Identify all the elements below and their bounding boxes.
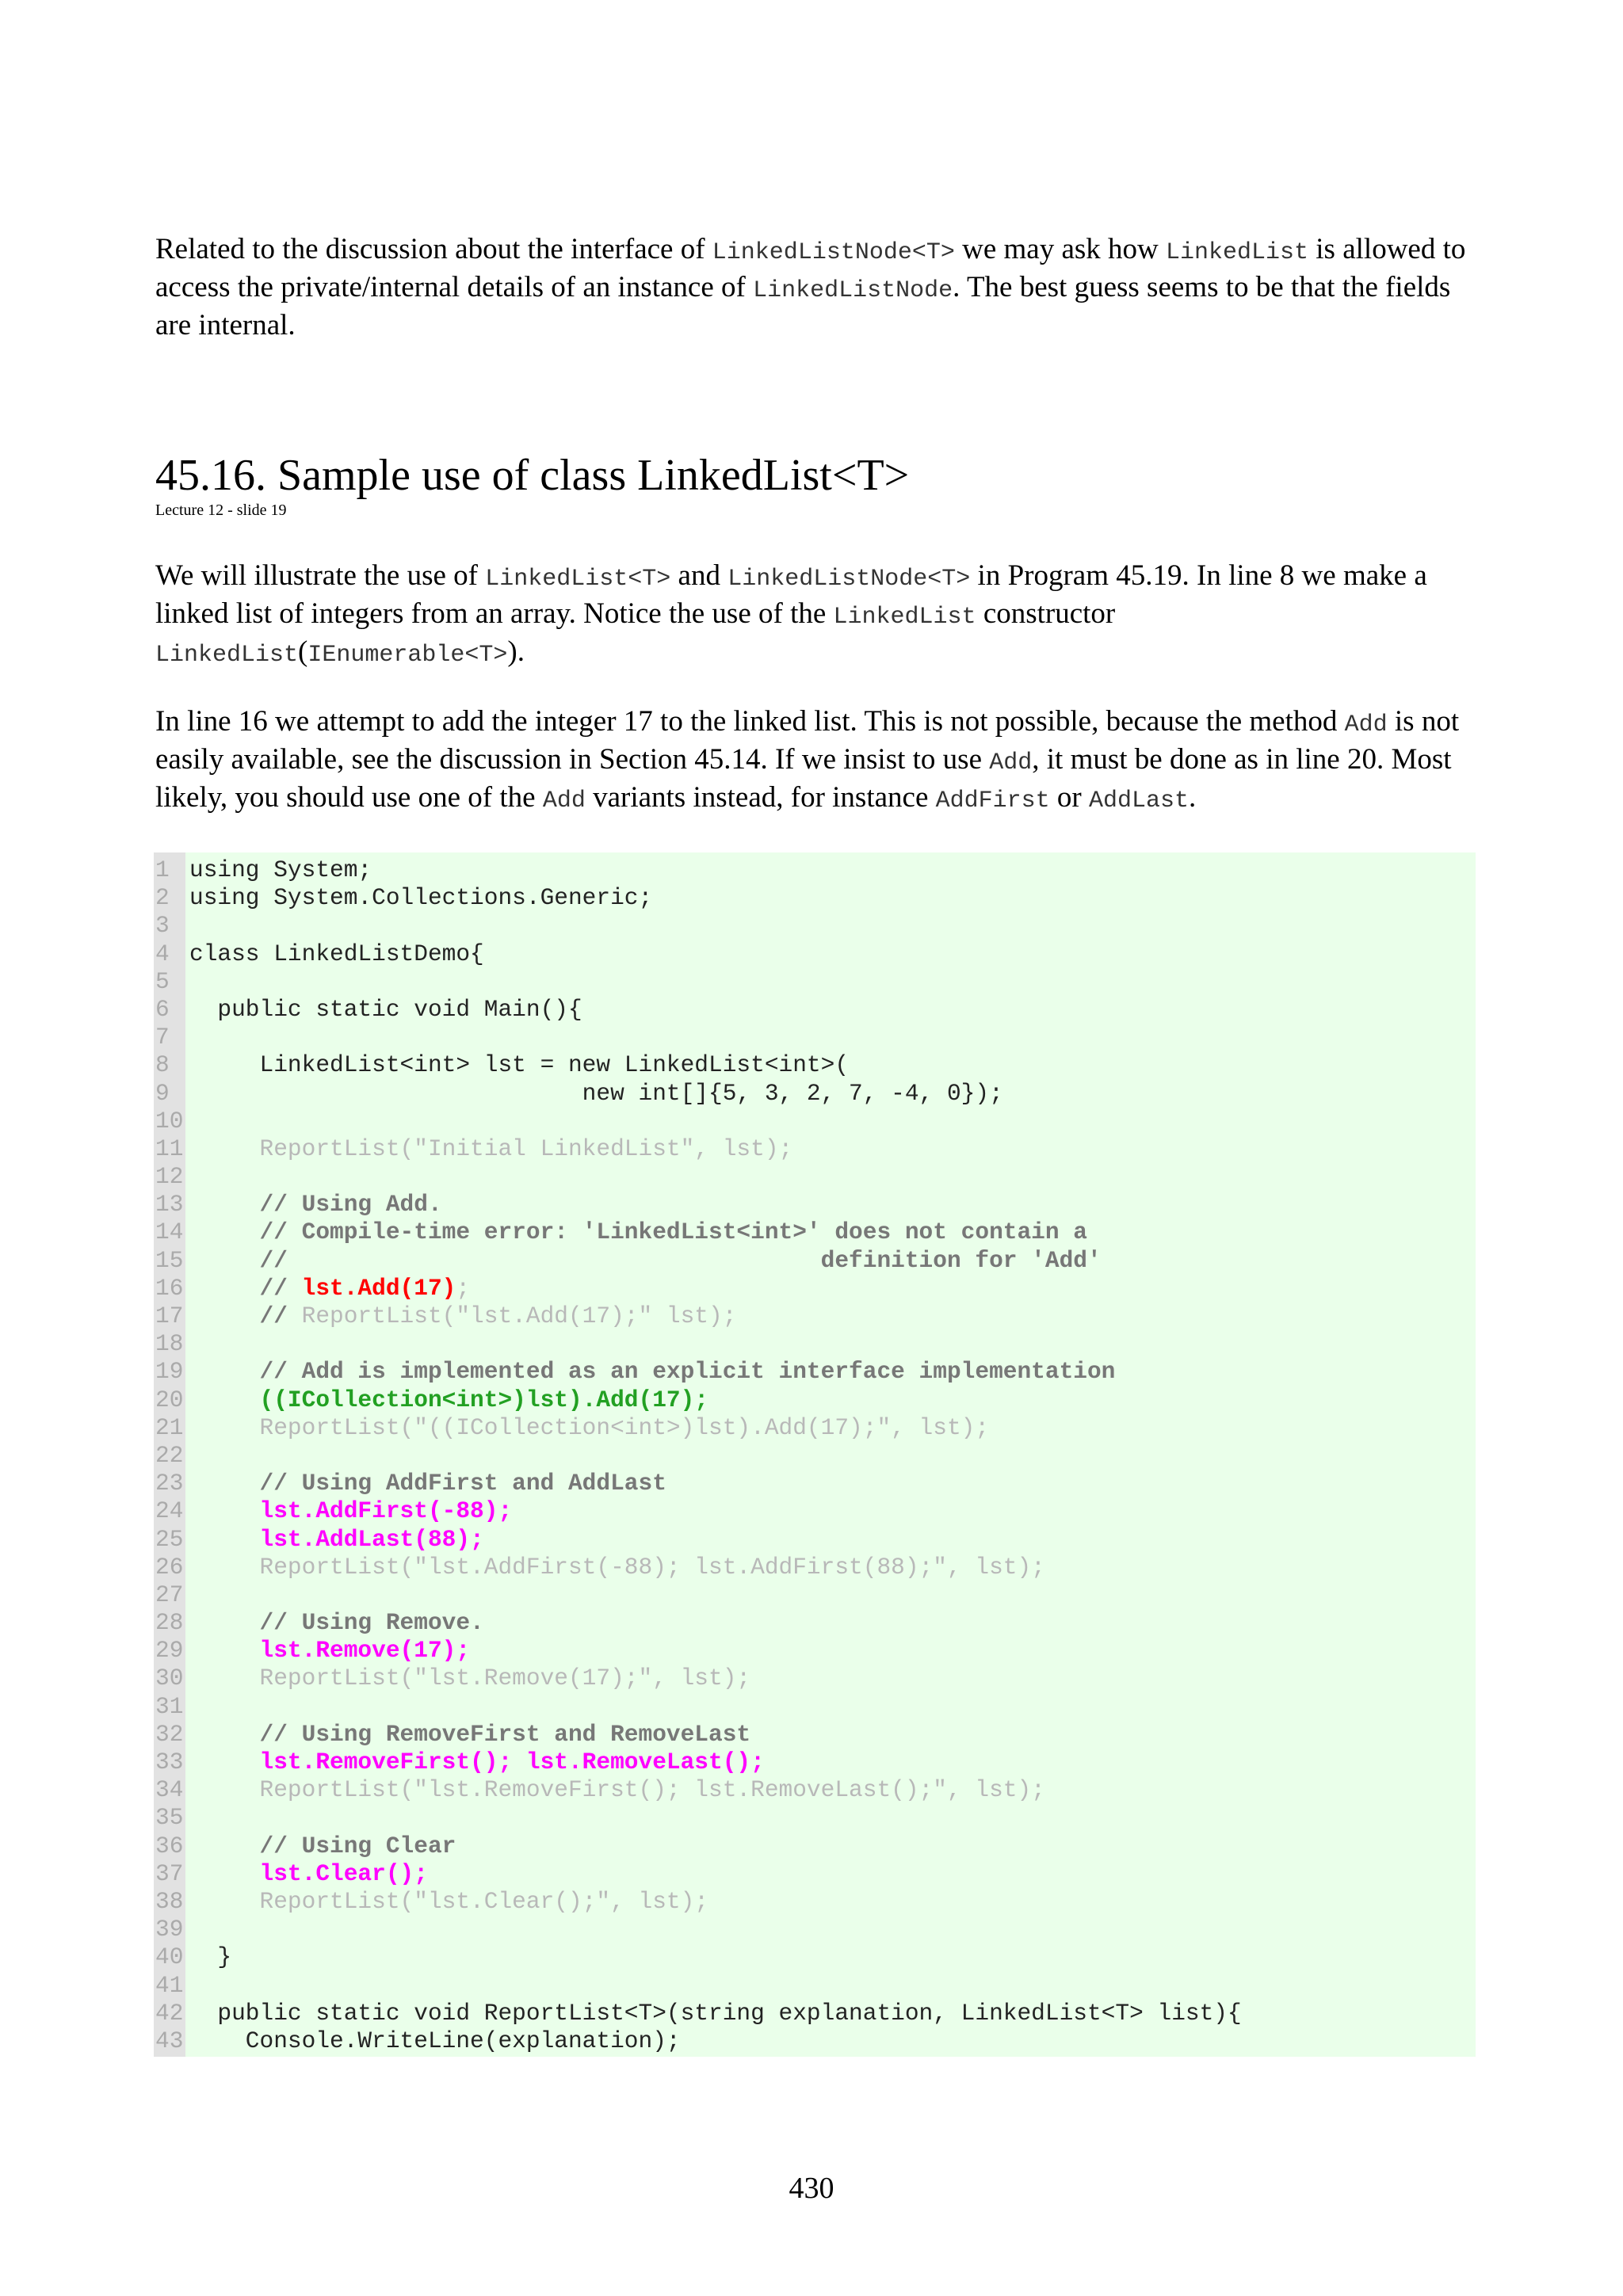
code-text <box>185 1860 428 1888</box>
code-line <box>154 2000 1476 2027</box>
line-number: 33 <box>155 1749 184 1775</box>
code-ref: IEnumerable<T> <box>307 642 508 669</box>
code-token: lst.Clear(); <box>189 1859 428 1887</box>
code-ref: AddLast <box>1088 788 1190 814</box>
code-text <box>185 2000 1242 2027</box>
line-number: 19 <box>155 1358 184 1386</box>
code-token: ReportList("Initial LinkedList", lst); <box>189 1135 793 1162</box>
line-number: 6 <box>155 995 170 1023</box>
code-line <box>154 1637 1476 1665</box>
code-line <box>154 1776 1476 1804</box>
code-text <box>185 1497 512 1525</box>
para-text: is not easily available, see the discussion in Section 45.14. If we insist to use <box>155 705 1460 776</box>
code-text <box>185 1833 456 1860</box>
line-number: 28 <box>155 1609 184 1637</box>
code-token: // <box>189 1274 302 1302</box>
code-token: lst.AddLast(88); <box>189 1525 484 1553</box>
code-line <box>154 856 1476 884</box>
line-number: 40 <box>155 1943 184 1971</box>
para-text: ). <box>507 635 525 668</box>
code-token: // Using AddFirst and AddLast <box>189 1470 666 1497</box>
code-text <box>185 996 582 1024</box>
code-token: class LinkedListDemo{ <box>189 940 484 967</box>
para-text: . <box>1189 781 1197 814</box>
code-text <box>185 1888 708 1916</box>
code-ref: LinkedListNode<T> <box>712 239 955 266</box>
code-text <box>185 884 652 912</box>
code-token: LinkedList<int> lst = new LinkedList<int>( <box>189 1051 850 1079</box>
code-line <box>154 1219 1476 1246</box>
code-token: lst.Add(17) <box>301 1274 456 1302</box>
code-ref: Add <box>1344 711 1388 738</box>
code-token: // <box>189 1302 302 1329</box>
code-line <box>154 940 1476 968</box>
code-line <box>154 1721 1476 1749</box>
line-number: 24 <box>155 1497 184 1525</box>
para-text: constructor <box>976 597 1116 630</box>
code-line <box>154 1470 1476 1497</box>
code-text <box>185 1302 736 1330</box>
line-number: 34 <box>155 1776 184 1804</box>
line-number: 15 <box>155 1246 184 1274</box>
para-text: in Program 45.19. In line 8 we make a linked list of integers from an array. Notice the use of the <box>155 559 1427 630</box>
section-subtitle: Lecture 12 - slide 19 <box>155 502 287 519</box>
code-ref: LinkedListNode<T> <box>727 566 971 593</box>
line-number: 31 <box>155 1692 184 1720</box>
line-number: 38 <box>155 1887 184 1915</box>
para-text: variants instead, for instance <box>585 781 936 814</box>
code-line <box>154 1024 1476 1051</box>
code-token: Console.WriteLine(explanation); <box>189 2027 681 2054</box>
line-number: 35 <box>155 1804 184 1832</box>
code-line <box>154 996 1476 1024</box>
code-token: // Add is implemented as an explicit interface implementation <box>189 1358 1116 1386</box>
code-line <box>154 1665 1476 1692</box>
code-line <box>154 1302 1476 1330</box>
code-token: } <box>189 1943 232 1971</box>
code-line <box>154 1442 1476 1470</box>
code-text <box>185 1247 1102 1275</box>
intro-text: we may ask how <box>954 233 1166 265</box>
code-line <box>154 1804 1476 1832</box>
code-ref: Add <box>542 788 586 814</box>
line-number: 13 <box>155 1191 184 1219</box>
line-number: 3 <box>155 912 170 940</box>
code-text <box>185 1665 750 1692</box>
explanation-paragraph-2 <box>155 704 1487 818</box>
line-number: 37 <box>155 1859 184 1887</box>
code-text <box>185 2027 681 2055</box>
code-line <box>154 884 1476 912</box>
explanation-paragraph-1 <box>155 559 1487 673</box>
code-line <box>154 1330 1476 1358</box>
code-text <box>185 1414 989 1442</box>
code-lines <box>154 856 1476 2055</box>
code-token: lst.Remove(17); <box>189 1637 471 1665</box>
line-number: 23 <box>155 1470 184 1497</box>
code-text <box>185 1776 1045 1804</box>
code-line <box>154 1609 1476 1637</box>
code-text <box>185 1358 1115 1386</box>
code-line <box>154 968 1476 996</box>
code-line <box>154 1749 1476 1776</box>
code-ref: LinkedListNode <box>753 277 953 304</box>
code-token: public static void Main(){ <box>189 995 582 1023</box>
line-number: 41 <box>155 1971 184 1999</box>
code-line <box>154 1080 1476 1108</box>
code-ref: LinkedList <box>833 604 976 631</box>
line-number: 43 <box>155 2027 184 2054</box>
intro-text: is allowed to access the private/internal details of an instance of <box>155 233 1466 303</box>
line-number: 1 <box>155 856 170 883</box>
code-line <box>154 1108 1476 1135</box>
line-number: 25 <box>155 1525 184 1553</box>
code-ref: LinkedList <box>155 642 299 669</box>
line-number: 30 <box>155 1665 184 1692</box>
code-text <box>185 856 372 884</box>
code-line <box>154 1386 1476 1414</box>
line-number: 18 <box>155 1330 184 1358</box>
code-text <box>185 1191 442 1219</box>
code-line <box>154 1860 1476 1888</box>
code-token: ReportList("lst.Add(17);" lst); <box>301 1302 737 1329</box>
code-token: ((ICollection<int>)lst).Add(17); <box>189 1386 709 1413</box>
line-number: 29 <box>155 1637 184 1665</box>
code-token: public static void ReportList<T>(string explanation, LinkedList<T> list){ <box>189 1999 1242 2027</box>
line-number: 7 <box>155 1024 170 1051</box>
code-token: // Using Remove. <box>189 1609 484 1637</box>
line-number: 21 <box>155 1413 184 1441</box>
code-line <box>154 1414 1476 1442</box>
code-text <box>185 940 484 968</box>
code-text <box>185 1386 708 1414</box>
line-number: 27 <box>155 1581 184 1608</box>
line-number: 14 <box>155 1219 184 1246</box>
line-number: 42 <box>155 1999 184 2027</box>
code-token: ReportList("lst.Remove(17);", lst); <box>189 1665 751 1692</box>
code-token: // Using RemoveFirst and RemoveLast <box>189 1720 751 1748</box>
code-line <box>154 1497 1476 1525</box>
line-number: 12 <box>155 1163 184 1191</box>
code-text <box>185 1219 1087 1246</box>
line-number: 17 <box>155 1302 184 1329</box>
para-text: We will illustrate the use of <box>155 559 486 592</box>
line-number: 39 <box>155 1916 184 1943</box>
code-ref: LinkedList<T> <box>485 566 671 593</box>
code-ref: Add <box>989 749 1033 776</box>
code-token: using System.Collections.Generic; <box>189 884 653 912</box>
code-listing <box>154 852 1476 2057</box>
para-text: and <box>670 559 728 592</box>
code-token: lst.AddFirst(-88); <box>189 1497 513 1525</box>
code-line <box>154 1693 1476 1721</box>
code-text <box>185 1554 1045 1581</box>
code-line <box>154 1943 1476 1971</box>
para-text: ( <box>298 635 308 668</box>
code-line <box>154 1581 1476 1609</box>
line-number: 26 <box>155 1553 184 1581</box>
code-line <box>154 1191 1476 1219</box>
code-text <box>185 1051 849 1079</box>
code-text <box>185 1080 1003 1108</box>
line-number: 20 <box>155 1386 184 1413</box>
code-line <box>154 2027 1476 2055</box>
code-line <box>154 1833 1476 1860</box>
code-line <box>154 1275 1476 1302</box>
line-number: 36 <box>155 1832 184 1859</box>
page-number: 430 <box>789 2172 834 2205</box>
code-text <box>185 1135 792 1163</box>
section-title: 45.16. Sample use of class LinkedList<T> <box>155 451 910 500</box>
code-token: ReportList("lst.AddFirst(-88); lst.AddFirst(88);", lst); <box>189 1553 1045 1581</box>
line-number: 16 <box>155 1274 184 1302</box>
line-number: 9 <box>155 1079 170 1107</box>
line-number: 10 <box>155 1107 184 1135</box>
code-token: ; <box>456 1274 471 1302</box>
line-number: 11 <box>155 1135 184 1162</box>
code-line <box>154 1051 1476 1079</box>
code-line <box>154 1554 1476 1581</box>
code-token: lst.RemoveFirst(); lst.RemoveLast(); <box>189 1749 765 1775</box>
code-line <box>154 1358 1476 1386</box>
code-line <box>154 1135 1476 1163</box>
code-line <box>154 1526 1476 1554</box>
code-token: ReportList("lst.RemoveFirst(); lst.RemoveLast();", lst); <box>189 1776 1045 1804</box>
code-line <box>154 1972 1476 2000</box>
code-token: ReportList("((ICollection<int>)lst).Add(17);", lst); <box>189 1413 990 1441</box>
line-number: 22 <box>155 1441 184 1469</box>
code-ref: AddFirst <box>935 788 1050 814</box>
code-text <box>185 1721 750 1749</box>
code-line <box>154 1247 1476 1275</box>
intro-paragraph <box>155 232 1487 343</box>
line-number: 8 <box>155 1051 170 1079</box>
code-token: using System; <box>189 856 372 883</box>
code-text <box>185 1609 484 1637</box>
para-text: , it must be done as in line 20. Most likely, you should use one of the <box>155 743 1452 814</box>
code-token: // Using Add. <box>189 1191 442 1219</box>
line-number: 5 <box>155 967 170 995</box>
code-line <box>154 1916 1476 1943</box>
code-text <box>185 1749 765 1776</box>
code-token: // Using Clear <box>189 1832 456 1859</box>
line-number: 32 <box>155 1720 184 1748</box>
para-text: In line 16 we attempt to add the integer 17 to the linked list. This is not possible, because the method <box>155 705 1345 738</box>
code-token: // Compile-time error: 'LinkedList<int>' does not contain a <box>189 1219 1087 1246</box>
code-line <box>154 1163 1476 1191</box>
code-line <box>154 912 1476 940</box>
code-token: new int[]{5, 3, 2, 7, -4, 0}); <box>189 1079 1003 1107</box>
code-token: // definition for 'Add' <box>189 1246 1102 1274</box>
code-ref: LinkedList <box>1166 239 1309 266</box>
line-number: 2 <box>155 884 170 912</box>
code-token: ReportList("lst.Clear();", lst); <box>189 1887 709 1915</box>
intro-text: . The best guess seems to be that the fields are internal. <box>155 271 1451 341</box>
line-number: 4 <box>155 940 170 967</box>
code-text <box>185 1470 666 1497</box>
para-text: or <box>1049 781 1089 814</box>
code-text <box>185 1275 470 1302</box>
code-text <box>185 1637 470 1665</box>
code-line <box>154 1888 1476 1916</box>
intro-text: Related to the discussion about the interface of <box>155 233 712 265</box>
code-text <box>185 1526 484 1554</box>
code-text <box>185 1943 231 1971</box>
